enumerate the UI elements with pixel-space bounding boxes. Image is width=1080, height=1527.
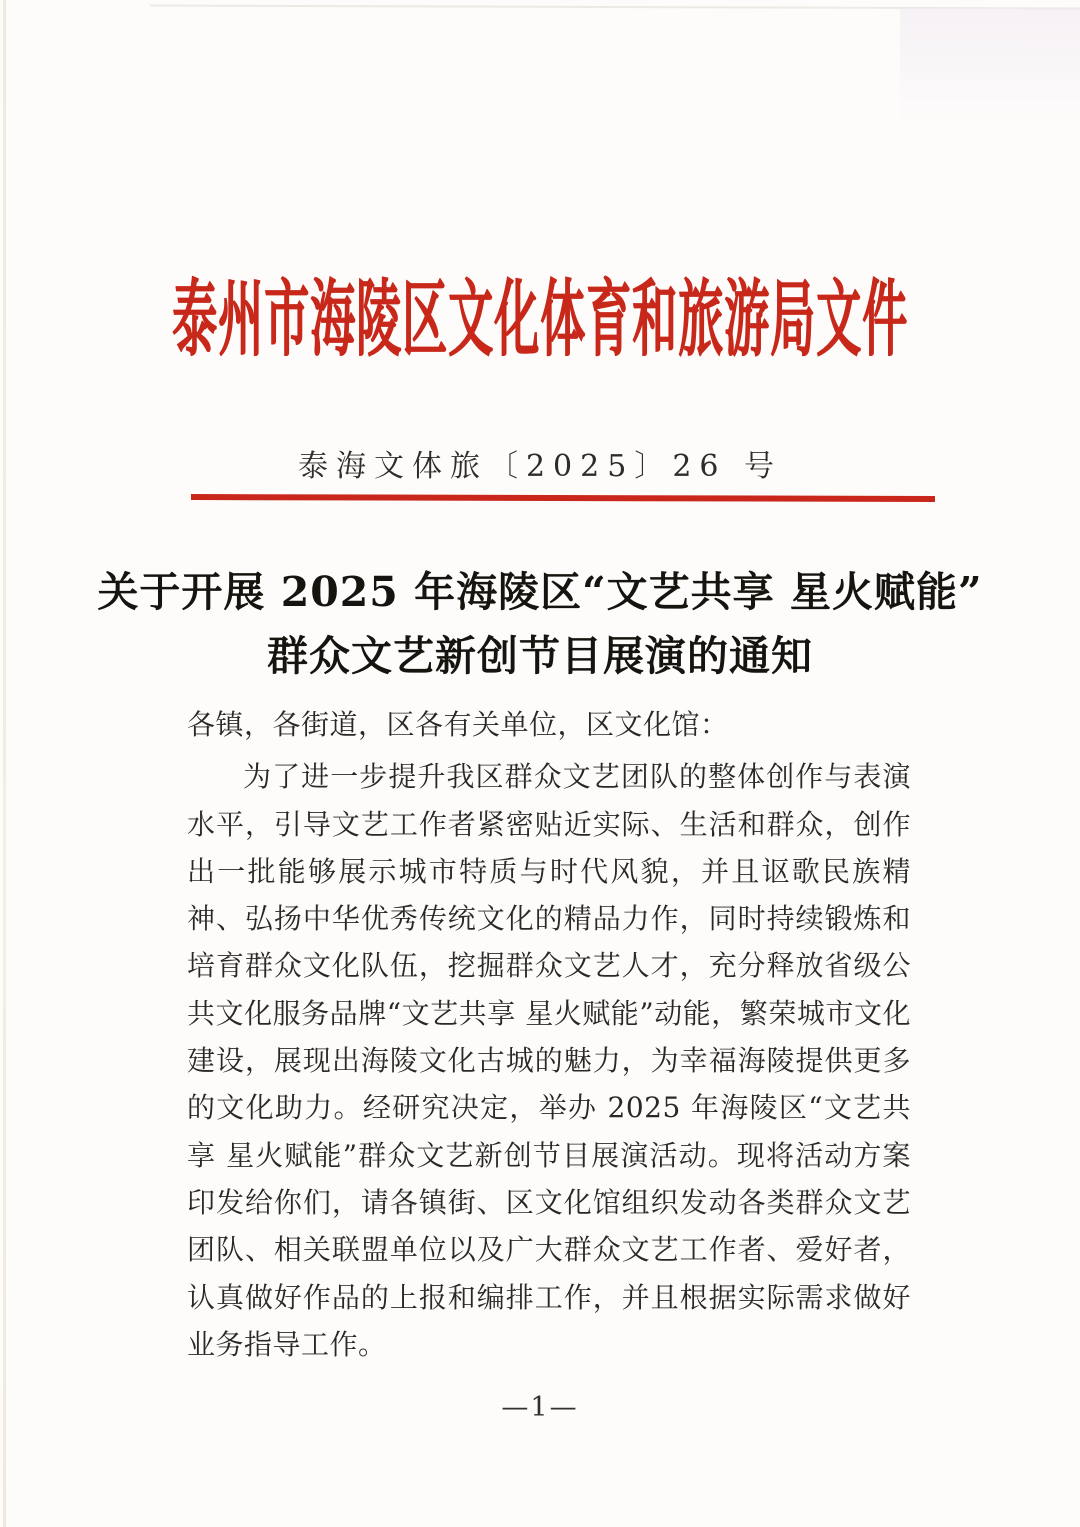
agency-red-header xyxy=(0,252,1080,369)
scan-tint-artifact xyxy=(900,8,1080,128)
document-body xyxy=(187,701,911,1368)
document-title-line2: 群众文艺新创节目展演的通知 xyxy=(267,632,813,680)
document-number: 泰海文体旅〔2025〕26 号 xyxy=(297,449,783,484)
document-title xyxy=(90,560,990,688)
scan-edge-left xyxy=(3,0,6,1527)
red-divider-line xyxy=(191,494,935,502)
salutation-line: 各镇，各街道，区各有关单位，区文化馆： xyxy=(187,708,729,741)
body-paragraph: 为了进一步提升我区群众文艺团队的整体创作与表演水平，引导文艺工作者紧密贴近实际、生活和群众，创作出一批能够展示城市特质与时代风貌，并且讴歌民族精神、弘扬中华优秀传统文化的精品力作，同时持续锻炼和培育群众文化队伍，挖掘群众文艺人才，充分释放省级公共文化服务品牌“文艺共享 星火赋能”动能，繁荣城市文化建设，展现出海陵文化古城的魅力，为幸福海陵提供更多的文化助力。经研究决定，举办 2025 年海陵区“文艺共享 星火赋能”群众文艺新创节目展演活动。现将活动方案印发给你们，请各镇街、区文化馆组织发动各类群众文艺团队、相关联盟单位以及广大群众文艺工作者、爱好者，认真做好作品的上报和编排工作，并且根据实际需求做好业务指导工作。 xyxy=(187,760,911,1361)
document-title-line1: 关于开展 2025 年海陵区“文艺共享 星火赋能” xyxy=(97,568,983,616)
agency-title-text: 泰州市海陵区文化体育和旅游局文件 xyxy=(171,270,908,369)
page-number: —1— xyxy=(501,1392,579,1423)
